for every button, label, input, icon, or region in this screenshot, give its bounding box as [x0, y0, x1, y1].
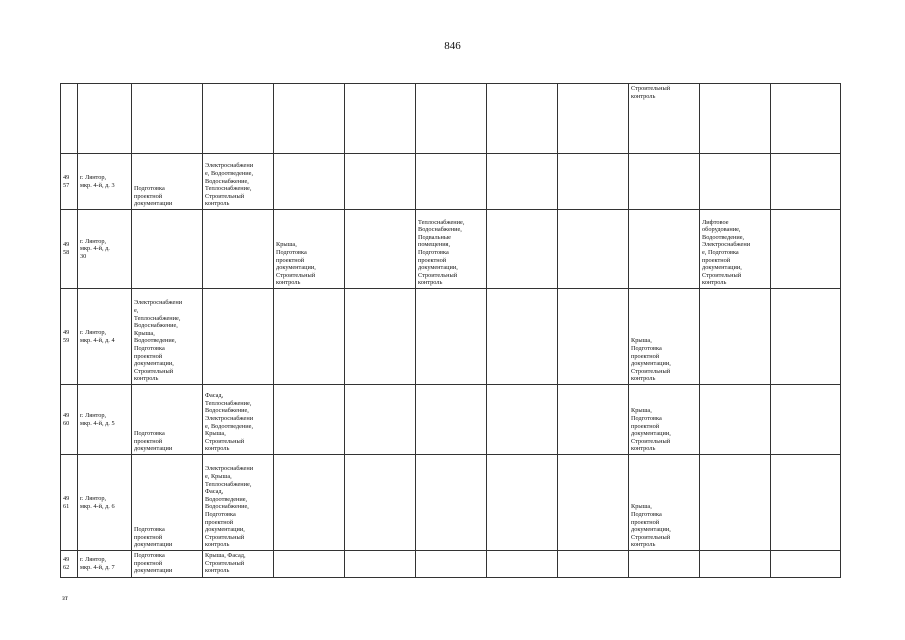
work-cell [203, 289, 274, 385]
work-cell [416, 455, 487, 551]
work-cell: Электроснабжени е, Крыша, Теплоснабжение, Фасад, Водоотведение, Водоснабжение, Подготовка проектной документации, Строительный контроль [203, 455, 274, 551]
work-cell: Подготовка проектной документации [132, 455, 203, 551]
work-cell [629, 210, 700, 289]
work-cell [558, 551, 629, 578]
table-row [61, 289, 841, 385]
work-cell [700, 385, 771, 455]
work-cell: Фасад, Теплоснабжение, Водоснабжение, Электроснабжени е, Водоотведение, Крыша, Строительный контроль [203, 385, 274, 455]
work-cell [700, 455, 771, 551]
address-cell: г. Лянтор, мкр. 4-й, д. 3 [78, 154, 132, 210]
work-cell [558, 210, 629, 289]
footer-mark: зт [62, 594, 68, 602]
work-cell: Подготовка проектной документации [132, 551, 203, 578]
work-cell [487, 154, 558, 210]
program-table [60, 83, 841, 578]
row-number: 49 62 [61, 551, 78, 578]
work-cell [629, 551, 700, 578]
work-cell [487, 210, 558, 289]
work-cell [345, 455, 416, 551]
work-cell [487, 289, 558, 385]
work-cell [771, 455, 841, 551]
work-cell [345, 551, 416, 578]
table-row [61, 385, 841, 455]
work-cell [771, 84, 841, 154]
work-cell [132, 84, 203, 154]
table-row [61, 84, 841, 154]
work-cell: Крыша, Подготовка проектной документации, Строительный контроль [629, 385, 700, 455]
row-number: 49 59 [61, 289, 78, 385]
work-cell [487, 551, 558, 578]
work-cell [487, 385, 558, 455]
work-cell: Теплоснабжение, Водоснабжение, Подвальные помещения, Подготовка проектной документации, Строительный контроль [416, 210, 487, 289]
work-cell: Электроснабжени е, Теплоснабжение, Водоснабжение, Крыша, Водоотведение, Подготовка проектной документации, Строительный контроль [132, 289, 203, 385]
work-cell [629, 154, 700, 210]
table-row [61, 455, 841, 551]
work-cell: Лифтовое оборудование, Водоотведение, Электроснабжени е, Подготовка проектной документации, Строительный контроль [700, 210, 771, 289]
table-row [61, 210, 841, 289]
work-cell [416, 84, 487, 154]
row-number: 49 60 [61, 385, 78, 455]
work-cell [274, 455, 345, 551]
work-cell [203, 210, 274, 289]
work-cell [700, 551, 771, 578]
work-cell [345, 385, 416, 455]
work-cell [274, 84, 345, 154]
page-number: 846 [444, 40, 461, 52]
work-cell [132, 210, 203, 289]
work-cell [416, 289, 487, 385]
address-cell: г. Лянтор, мкр. 4-й, д. 7 [78, 551, 132, 578]
work-cell [274, 385, 345, 455]
work-cell [700, 84, 771, 154]
work-cell [274, 551, 345, 578]
work-cell [771, 154, 841, 210]
work-cell [487, 455, 558, 551]
work-cell [416, 385, 487, 455]
address-cell: г. Лянтор, мкр. 4-й, д. 30 [78, 210, 132, 289]
work-cell [700, 289, 771, 385]
work-cell [558, 289, 629, 385]
work-cell [274, 289, 345, 385]
table-row [61, 154, 841, 210]
work-cell [345, 84, 416, 154]
work-cell [416, 551, 487, 578]
work-cell [345, 289, 416, 385]
work-cell [558, 154, 629, 210]
work-cell [700, 154, 771, 210]
work-cell: Строительный контроль [629, 84, 700, 154]
work-cell [274, 154, 345, 210]
work-cell [416, 154, 487, 210]
work-cell: Крыша, Подготовка проектной документации, Строительный контроль [629, 455, 700, 551]
row-number: 49 58 [61, 210, 78, 289]
work-cell: Крыша, Фасад, Строительный контроль [203, 551, 274, 578]
work-cell: Подготовка проектной документации [132, 385, 203, 455]
work-cell: Крыша, Подготовка проектной документации, Строительный контроль [274, 210, 345, 289]
address-cell: г. Лянтор, мкр. 4-й, д. 4 [78, 289, 132, 385]
work-cell: Крыша, Подготовка проектной документации, Строительный контроль [629, 289, 700, 385]
work-cell: Электроснабжени е, Водоотведение, Водоснабжение, Теплоснабжение, Строительный контроль [203, 154, 274, 210]
work-cell [558, 84, 629, 154]
table-row [61, 551, 841, 578]
work-cell [203, 84, 274, 154]
row-number [61, 84, 78, 154]
work-cell [345, 210, 416, 289]
work-cell [771, 289, 841, 385]
work-cell: Подготовка проектной документации [132, 154, 203, 210]
address-cell [78, 84, 132, 154]
address-cell: г. Лянтор, мкр. 4-й, д. 5 [78, 385, 132, 455]
work-cell [558, 385, 629, 455]
work-cell [771, 210, 841, 289]
work-cell [558, 455, 629, 551]
work-cell [771, 385, 841, 455]
row-number: 49 57 [61, 154, 78, 210]
row-number: 49 61 [61, 455, 78, 551]
work-cell [487, 84, 558, 154]
work-cell [345, 154, 416, 210]
work-cell [771, 551, 841, 578]
address-cell: г. Лянтор, мкр. 4-й, д. 6 [78, 455, 132, 551]
